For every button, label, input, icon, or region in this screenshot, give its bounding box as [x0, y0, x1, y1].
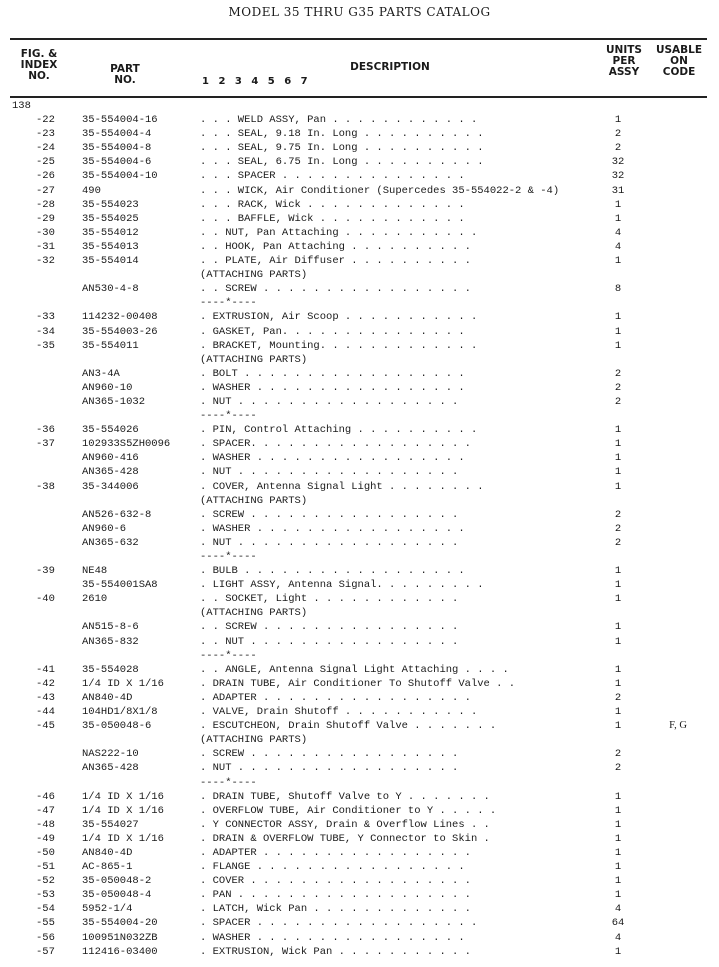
- units-per-assy-cell: 4: [614, 931, 622, 944]
- table-row: [0, 184, 719, 198]
- fig-index-cell: -35: [36, 339, 55, 352]
- part-number-cell: AN365-428: [82, 466, 139, 479]
- units-per-assy-cell: 2: [614, 381, 622, 394]
- units-per-assy-cell: 1: [614, 663, 622, 676]
- table-row: [0, 226, 719, 240]
- description-cell: . ADAPTER . . . . . . . . . . . . . . . . .: [200, 846, 471, 859]
- table-row: [0, 902, 719, 916]
- description-cell: . COVER . . . . . . . . . . . . . . . . . .: [200, 875, 471, 888]
- description-cell: . . . SEAL, 6.75 In. Long . . . . . . . . . .: [200, 156, 484, 169]
- units-per-assy-cell: 4: [614, 240, 622, 253]
- units-per-assy-cell: 8: [614, 283, 622, 296]
- fig-index-cell: -23: [36, 128, 55, 141]
- units-per-assy-cell: 1: [614, 339, 622, 352]
- description-cell: . VALVE, Drain Shutoff . . . . . . . . . . .: [200, 706, 478, 719]
- table-row: [0, 127, 719, 141]
- part-number-cell: 35-554004-16: [82, 114, 158, 127]
- description-cell: . . ANGLE, Antenna Signal Light Attaching . . . .: [200, 663, 509, 676]
- description-cell: ----*----: [200, 410, 257, 423]
- description-cell: . GASKET, Pan. . . . . . . . . . . . . . .: [200, 325, 465, 338]
- fig-index-cell: -26: [36, 170, 55, 183]
- fig-index-cell: -48: [36, 818, 55, 831]
- fig-index-cell: -40: [36, 593, 55, 606]
- part-number-cell: 1/4 ID X 1/16: [82, 804, 164, 817]
- fig-index-cell: -41: [36, 663, 55, 676]
- description-cell: . NUT . . . . . . . . . . . . . . . . . .: [200, 466, 459, 479]
- units-per-assy-cell: 4: [614, 903, 622, 916]
- units-per-assy-cell: 1: [614, 635, 622, 648]
- table-row: [0, 113, 719, 127]
- units-per-assy-cell: 1: [614, 114, 622, 127]
- table-row: [0, 620, 719, 634]
- header-units-per-assy: UNITS PER ASSY: [606, 44, 642, 78]
- table-row: [0, 578, 719, 592]
- table-row: [0, 564, 719, 578]
- table-row: [0, 198, 719, 212]
- units-per-assy-cell: 1: [614, 818, 622, 831]
- fig-index-cell: -36: [36, 424, 55, 437]
- fig-index-cell: -29: [36, 212, 55, 225]
- units-per-assy-cell: 1: [614, 311, 622, 324]
- description-cell: (ATTACHING PARTS): [200, 353, 308, 366]
- units-per-assy-cell: 1: [614, 861, 622, 874]
- table-row: [0, 325, 719, 339]
- part-number-cell: AN526-632-8: [82, 508, 152, 521]
- table-row: [0, 916, 719, 930]
- part-number-cell: AN365-1032: [82, 395, 146, 408]
- table-row: [0, 832, 719, 846]
- fig-index-cell: -24: [36, 142, 55, 155]
- units-per-assy-cell: 1: [614, 579, 622, 592]
- description-cell: . . . WICK, Air Conditioner (Supercedes 35-554022-2 & -4): [200, 184, 560, 197]
- description-cell: . SPACER . . . . . . . . . . . . . . . . . .: [200, 917, 478, 930]
- table-row: [0, 268, 719, 282]
- fig-index-cell: -22: [36, 114, 55, 127]
- part-number-cell: 114232-00408: [82, 311, 158, 324]
- table-row: [0, 606, 719, 620]
- units-per-assy-cell: 1: [614, 832, 622, 845]
- table-row: [0, 846, 719, 860]
- part-number-cell: 1/4 ID X 1/16: [82, 832, 164, 845]
- description-cell: (ATTACHING PARTS): [200, 269, 308, 282]
- header-indent-levels: 1 2 3 4 5 6 7: [202, 76, 311, 87]
- units-per-assy-cell: 1: [614, 790, 622, 803]
- part-number-cell: AN3-4A: [82, 367, 120, 380]
- table-row: [0, 240, 719, 254]
- header-bottom-rule: [10, 96, 707, 98]
- table-row: [0, 339, 719, 353]
- description-cell: . DRAIN TUBE, Shutoff Valve to Y . . . . . . .: [200, 790, 490, 803]
- units-per-assy-cell: 31: [611, 184, 625, 197]
- units-per-assy-cell: 1: [614, 466, 622, 479]
- units-per-assy-cell: 2: [614, 762, 622, 775]
- table-row: [0, 169, 719, 183]
- description-cell: . PAN . . . . . . . . . . . . . . . . . . .: [200, 889, 471, 902]
- part-number-cell: 35-050048-2: [82, 875, 152, 888]
- units-per-assy-cell: 32: [611, 170, 625, 183]
- description-cell: . WASHER . . . . . . . . . . . . . . . . .: [200, 381, 465, 394]
- part-number-cell: AN960-6: [82, 522, 127, 535]
- description-cell: ----*----: [200, 649, 257, 662]
- description-cell: . DRAIN & OVERFLOW TUBE, Y Connector to Skin .: [200, 832, 490, 845]
- table-row: [0, 550, 719, 564]
- units-per-assy-cell: 1: [614, 325, 622, 338]
- description-cell: . BRACKET, Mounting. . . . . . . . . . . . .: [200, 339, 478, 352]
- table-row: [0, 522, 719, 536]
- units-per-assy-cell: 1: [614, 452, 622, 465]
- table-row: [0, 790, 719, 804]
- description-cell: . . . SEAL, 9.75 In. Long . . . . . . . . . .: [200, 142, 484, 155]
- table-row: [0, 691, 719, 705]
- description-cell: . SPACER. . . . . . . . . . . . . . . . . .: [200, 438, 471, 451]
- description-cell: . DRAIN TUBE, Air Conditioner To Shutoff Valve . .: [200, 677, 516, 690]
- units-per-assy-cell: 1: [614, 424, 622, 437]
- fig-index-cell: -38: [36, 480, 55, 493]
- table-row: [0, 677, 719, 691]
- description-cell: . . . SEAL, 9.18 In. Long . . . . . . . . . .: [200, 128, 484, 141]
- units-per-assy-cell: 1: [614, 255, 622, 268]
- fig-index-cell: -44: [36, 706, 55, 719]
- description-cell: . . SCREW . . . . . . . . . . . . . . . .: [200, 621, 459, 634]
- page-title: MODEL 35 THRU G35 PARTS CATALOG: [228, 5, 491, 19]
- description-cell: . . HOOK, Pan Attaching . . . . . . . . . .: [200, 240, 471, 253]
- units-per-assy-cell: 2: [614, 522, 622, 535]
- fig-index-cell: -49: [36, 832, 55, 845]
- description-cell: . . SOCKET, Light . . . . . . . . . . . .: [200, 593, 459, 606]
- description-cell: . NUT . . . . . . . . . . . . . . . . . .: [200, 762, 459, 775]
- description-cell: . NUT . . . . . . . . . . . . . . . . . .: [200, 536, 459, 549]
- header-usable-on-code: USABLE ON CODE: [655, 44, 703, 78]
- units-per-assy-cell: 64: [611, 917, 625, 930]
- table-row: [0, 635, 719, 649]
- table-row: [0, 212, 719, 226]
- part-number-cell: 35-554004-4: [82, 128, 152, 141]
- part-number-cell: AN365-632: [82, 536, 139, 549]
- table-row: [0, 465, 719, 479]
- units-per-assy-cell: 2: [614, 142, 622, 155]
- header-description: DESCRIPTION: [350, 61, 430, 73]
- units-per-assy-cell: 1: [614, 593, 622, 606]
- units-per-assy-cell: 1: [614, 945, 622, 958]
- units-per-assy-cell: 2: [614, 367, 622, 380]
- table-row: [0, 141, 719, 155]
- part-number-cell: 35-554003-26: [82, 325, 158, 338]
- table-row: [0, 381, 719, 395]
- units-per-assy-cell: 1: [614, 706, 622, 719]
- part-number-cell: 35-554004-20: [82, 917, 158, 930]
- units-per-assy-cell: 1: [614, 846, 622, 859]
- header-top-rule: [10, 38, 707, 40]
- table-row: [0, 931, 719, 945]
- fig-index-cell: -27: [36, 184, 55, 197]
- fig-index-cell: -51: [36, 861, 55, 874]
- table-row: [0, 719, 719, 733]
- units-per-assy-cell: 1: [614, 565, 622, 578]
- units-per-assy-cell: 1: [614, 875, 622, 888]
- part-number-cell: AN365-428: [82, 762, 139, 775]
- header-fig-index: FIG. & INDEX NO.: [20, 48, 58, 82]
- part-number-cell: 35-554012: [82, 226, 139, 239]
- part-number-cell: AN840-4D: [82, 691, 133, 704]
- part-number-cell: AN530-4-8: [82, 283, 139, 296]
- fig-index-cell: -52: [36, 875, 55, 888]
- description-cell: . Y CONNECTOR ASSY, Drain & Overflow Lines . .: [200, 818, 490, 831]
- fig-index-cell: -43: [36, 691, 55, 704]
- part-number-cell: 35-344006: [82, 480, 139, 493]
- description-cell: . . PLATE, Air Diffuser . . . . . . . . . .: [200, 255, 471, 268]
- table-row: [0, 761, 719, 775]
- fig-index-cell: -33: [36, 311, 55, 324]
- fig-index-cell: -25: [36, 156, 55, 169]
- part-number-cell: 490: [82, 184, 101, 197]
- table-row: [0, 254, 719, 268]
- table-row: [0, 310, 719, 324]
- description-cell: . PIN, Control Attaching . . . . . . . . . .: [200, 424, 478, 437]
- fig-index-cell: -53: [36, 889, 55, 902]
- table-row: [0, 592, 719, 606]
- table-row: [0, 818, 719, 832]
- units-per-assy-cell: 1: [614, 677, 622, 690]
- description-cell: (ATTACHING PARTS): [200, 494, 308, 507]
- fig-index-cell: -39: [36, 565, 55, 578]
- fig-index-cell: -45: [36, 720, 55, 733]
- description-cell: . WASHER . . . . . . . . . . . . . . . . .: [200, 522, 465, 535]
- part-number-cell: AN365-832: [82, 635, 139, 648]
- description-cell: . BOLT . . . . . . . . . . . . . . . . . .: [200, 367, 465, 380]
- table-row: [0, 353, 719, 367]
- table-row: [0, 296, 719, 310]
- fig-index-cell: -47: [36, 804, 55, 817]
- units-per-assy-cell: 1: [614, 480, 622, 493]
- fig-index-cell: -55: [36, 917, 55, 930]
- part-number-cell: 35-554027: [82, 818, 139, 831]
- units-per-assy-cell: 2: [614, 508, 622, 521]
- part-number-cell: 35-554025: [82, 212, 139, 225]
- table-row: [0, 804, 719, 818]
- part-number-cell: 35-554014: [82, 255, 139, 268]
- table-row: [0, 649, 719, 663]
- fig-index-cell: -54: [36, 903, 55, 916]
- description-cell: . BULB . . . . . . . . . . . . . . . . . .: [200, 565, 465, 578]
- fig-index-cell: -46: [36, 790, 55, 803]
- description-cell: ----*----: [200, 297, 257, 310]
- description-cell: ----*----: [200, 551, 257, 563]
- units-per-assy-cell: 1: [614, 720, 622, 733]
- description-cell: . LATCH, Wick Pan . . . . . . . . . . . . .: [200, 903, 471, 916]
- table-row: [0, 536, 719, 550]
- part-number-cell: 35-554026: [82, 424, 139, 437]
- part-number-cell: AN960-10: [82, 381, 133, 394]
- description-cell: . . . WELD ASSY, Pan . . . . . . . . . . . .: [200, 114, 478, 127]
- units-per-assy-cell: 2: [614, 395, 622, 408]
- part-number-cell: 2610: [82, 593, 108, 606]
- description-cell: . . . SPACER . . . . . . . . . . . . . . .: [200, 170, 465, 183]
- part-number-cell: 104HD1/8X1/8: [82, 706, 158, 719]
- part-number-cell: 112416-03400: [82, 945, 158, 958]
- description-cell: . SCREW . . . . . . . . . . . . . . . . .: [200, 508, 459, 521]
- units-per-assy-cell: 1: [614, 198, 622, 211]
- fig-index-cell: -28: [36, 198, 55, 211]
- description-cell: . LIGHT ASSY, Antenna Signal. . . . . . . . .: [200, 579, 484, 592]
- part-number-cell: 35-554001SA8: [82, 579, 158, 592]
- table-row: [0, 480, 719, 494]
- fig-index-cell: -56: [36, 931, 55, 944]
- usable-on-code-cell: F, G: [669, 720, 687, 732]
- part-number-cell: 1/4 ID X 1/16: [82, 677, 164, 690]
- fig-index-cell: -34: [36, 325, 55, 338]
- units-per-assy-cell: 32: [611, 156, 625, 169]
- part-number-cell: 35-554004-8: [82, 142, 152, 155]
- part-number-cell: 1/4 ID X 1/16: [82, 790, 164, 803]
- description-cell: . . SCREW . . . . . . . . . . . . . . . . .: [200, 283, 471, 296]
- part-number-cell: AC-865-1: [82, 861, 133, 874]
- table-row: [0, 733, 719, 747]
- fig-index-cell: -30: [36, 226, 55, 239]
- description-cell: . OVERFLOW TUBE, Air Conditioner to Y . . . . .: [200, 804, 497, 817]
- table-row: [0, 395, 719, 409]
- part-number-cell: AN960-416: [82, 452, 139, 465]
- fig-index-cell: -37: [36, 438, 55, 451]
- table-row: [0, 155, 719, 169]
- part-number-cell: 35-554011: [82, 339, 139, 352]
- table-row: [0, 437, 719, 451]
- table-row: [0, 705, 719, 719]
- fig-index-cell: -32: [36, 255, 55, 268]
- part-number-cell: 5952-1/4: [82, 903, 133, 916]
- part-number-cell: AN515-8-6: [82, 621, 139, 634]
- description-cell: (ATTACHING PARTS): [200, 607, 308, 620]
- units-per-assy-cell: 2: [614, 536, 622, 549]
- units-per-assy-cell: 1: [614, 889, 622, 902]
- part-number-cell: 35-554023: [82, 198, 139, 211]
- description-cell: . WASHER . . . . . . . . . . . . . . . . .: [200, 452, 465, 465]
- description-cell: . ESCUTCHEON, Drain Shutoff Valve . . . . . . .: [200, 720, 497, 733]
- part-number-cell: NAS222-10: [82, 748, 139, 761]
- units-per-assy-cell: 1: [614, 621, 622, 634]
- table-row: [0, 409, 719, 423]
- table-row: [0, 888, 719, 902]
- fig-index-cell: 138: [12, 100, 31, 112]
- description-cell: . . . BAFFLE, Wick . . . . . . . . . . . .: [200, 212, 465, 225]
- description-cell: (ATTACHING PARTS): [200, 734, 308, 747]
- table-row: [0, 860, 719, 874]
- units-per-assy-cell: 1: [614, 438, 622, 451]
- header-part-no: PART NO.: [110, 63, 140, 86]
- fig-index-cell: -57: [36, 945, 55, 958]
- part-number-cell: 35-554028: [82, 663, 139, 676]
- part-number-cell: 102933S5ZH0096: [82, 438, 171, 451]
- description-cell: . . . RACK, Wick . . . . . . . . . . . . .: [200, 198, 465, 211]
- parts-table: [0, 99, 719, 959]
- description-cell: . EXTRUSION, Wick Pan . . . . . . . . . . .: [200, 945, 471, 958]
- description-cell: . COVER, Antenna Signal Light . . . . . . . .: [200, 480, 484, 493]
- fig-index-cell: -42: [36, 677, 55, 690]
- description-cell: . SCREW . . . . . . . . . . . . . . . . .: [200, 748, 459, 761]
- table-row: [0, 451, 719, 465]
- table-row: [0, 99, 719, 113]
- part-number-cell: NE48: [82, 565, 108, 578]
- description-cell: . FLANGE . . . . . . . . . . . . . . . . .: [200, 861, 465, 874]
- units-per-assy-cell: 2: [614, 691, 622, 704]
- description-cell: ----*----: [200, 776, 257, 789]
- table-row: [0, 494, 719, 508]
- units-per-assy-cell: 2: [614, 128, 622, 141]
- part-number-cell: 100951N032ZB: [82, 931, 158, 944]
- units-per-assy-cell: 1: [614, 804, 622, 817]
- table-row: [0, 945, 719, 959]
- units-per-assy-cell: 4: [614, 226, 622, 239]
- fig-index-cell: -50: [36, 846, 55, 859]
- table-row: [0, 747, 719, 761]
- description-cell: . . NUT, Pan Attaching . . . . . . . . . . .: [200, 226, 478, 239]
- fig-index-cell: -31: [36, 240, 55, 253]
- table-row: [0, 663, 719, 677]
- units-per-assy-cell: 1: [614, 212, 622, 225]
- table-row: [0, 423, 719, 437]
- part-number-cell: 35-050048-6: [82, 720, 152, 733]
- part-number-cell: 35-050048-4: [82, 889, 152, 902]
- part-number-cell: 35-554004-10: [82, 170, 158, 183]
- description-cell: . ADAPTER . . . . . . . . . . . . . . . . .: [200, 691, 471, 704]
- description-cell: . WASHER . . . . . . . . . . . . . . . . .: [200, 931, 465, 944]
- description-cell: . . NUT . . . . . . . . . . . . . . . . .: [200, 635, 459, 648]
- description-cell: . EXTRUSION, Air Scoop . . . . . . . . . . .: [200, 311, 478, 324]
- table-row: [0, 282, 719, 296]
- table-row: [0, 776, 719, 790]
- table-row: [0, 874, 719, 888]
- part-number-cell: 35-554013: [82, 240, 139, 253]
- part-number-cell: AN840-4D: [82, 846, 133, 859]
- table-row: [0, 367, 719, 381]
- table-row: [0, 508, 719, 522]
- description-cell: . NUT . . . . . . . . . . . . . . . . . .: [200, 395, 459, 408]
- part-number-cell: 35-554004-6: [82, 156, 152, 169]
- units-per-assy-cell: 2: [614, 748, 622, 761]
